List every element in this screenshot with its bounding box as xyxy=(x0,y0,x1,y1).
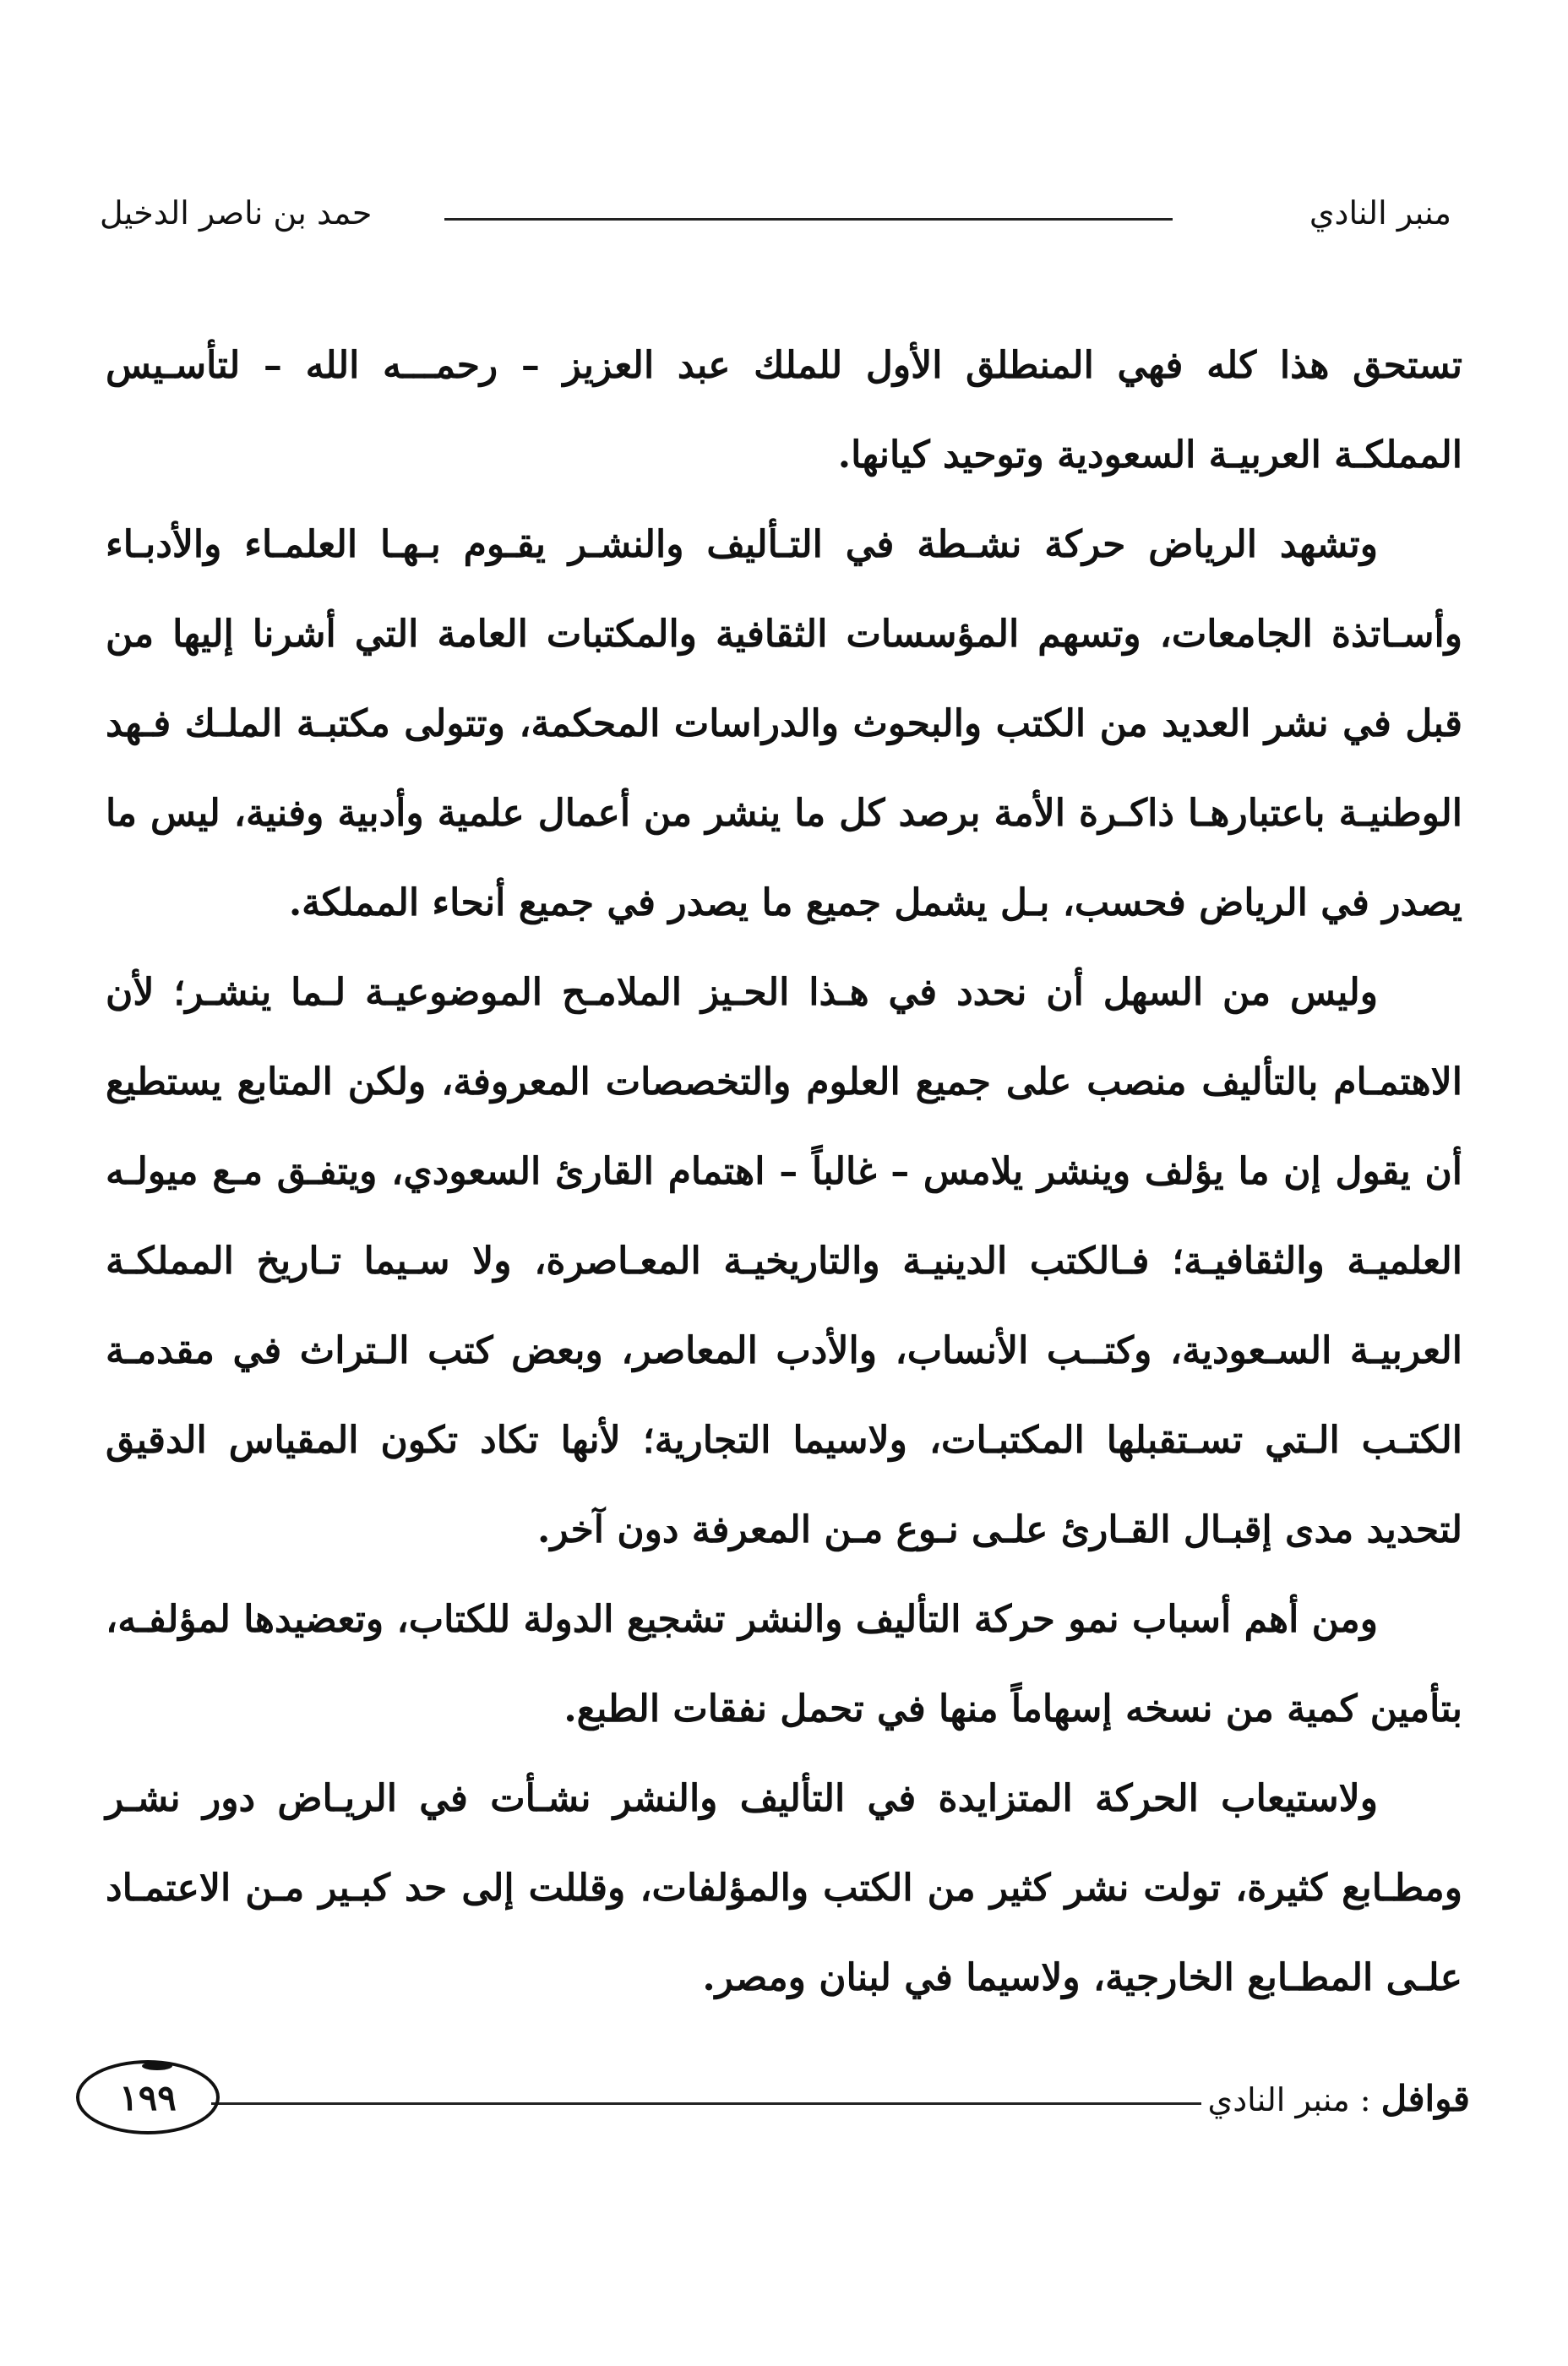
footer-section-name: : منبر النادي xyxy=(1207,2081,1371,2118)
article-body xyxy=(106,321,1462,2023)
page-number: ١٩٩ xyxy=(119,2076,177,2118)
running-header xyxy=(100,188,1451,238)
footer-rule xyxy=(211,2102,1201,2105)
ornament-icon xyxy=(142,2062,172,2070)
paragraph-4: ومن أهم أسباب نمو حركة التأليف والنشر تشجيع الدولة للكتاب، وتعضيدها لمؤلفـه، بتأمين كمية من نسخه إسهاماً منها في تحمل نفقات الطبع. xyxy=(106,1598,1462,1731)
paragraph-2: وتشهد الرياض حركة نشـطة في التـأليف والنشـر يقـوم بـهـا العلمـاء والأدبـاء وأسـاتذة الجامعات، وتسهم المؤسسات الثقافية والمكتبات العامة التي أشرنا إليها من قبل في نشر العديد من الكتب والبحوث والدراسات المحكمة، وتتولى مكتبـة الملـك فـهد الوطنيـة باعتبارهـا ذاكـرة الأمة برصد كل ما ينشر من أعمال علمية وأدبية وفنية، ليس ما يصدر في الرياض فحسب، بـل يشمل جميع ما يصدر في جميع أنحاء المملكة. xyxy=(106,523,1462,924)
paragraph-3: وليس من السهل أن نحدد في هـذا الحـيز الملامـح الموضوعيـة لـما ينشـر؛ لأن الاهتمـام بالتأليف منصب على جميع العلوم والتخصصات المعروفة، ولكن المتابع يستطيع أن يقول إن ما يؤلف وينشر يلامس – غالباً – اهتمام القارئ السعودي، ويتفـق مـع ميولـه العلميـة والثقافيـة؛ فـالكتب الدينيـة والتاريخيـة المعـاصرة، ولا سـيما تـاريخ المملكـة العربيـة السـعودية، وكتــب الأنساب، والأدب المعاصر، وبعض كتب الـتراث في مقدمـة الكتـب الـتي تسـتقبلها المكتبـات، ولاسيما التجارية؛ لأنها تكاد تكون المقياس الدقيق لتحديد مدى إقبـال القـارئ علـى نـوع مـن المعرفة دون آخر. xyxy=(106,971,1462,1551)
header-author-name: حمد بن ناصر الدخيل xyxy=(100,194,373,232)
page-footer xyxy=(76,2053,1470,2146)
paragraph-1: تستحق هذا كله فهي المنطلق الأول للملك عبد العزيز – رحمـــه الله – لتأسـيس المملكـة العربيـة السعودية وتوحيد كيانها. xyxy=(106,344,1462,477)
header-section-title: منبر النادي xyxy=(1309,194,1451,232)
footer-journal-name: قوافل xyxy=(1380,2078,1470,2119)
paragraph-5: ولاستيعاب الحركة المتزايدة في التأليف والنشر نشـأت في الريـاض دور نشـر ومطـابع كثيرة، تولت نشر كثير من الكتب والمؤلفات، وقللت إلى حد كبـير مـن الاعتمـاد علـى المطـابع الخارجية، ولاسيما في لبنان ومصر. xyxy=(106,1777,1462,1999)
header-rule xyxy=(444,218,1173,221)
page-number-badge xyxy=(76,2060,220,2134)
footer-label xyxy=(1208,2080,1470,2118)
